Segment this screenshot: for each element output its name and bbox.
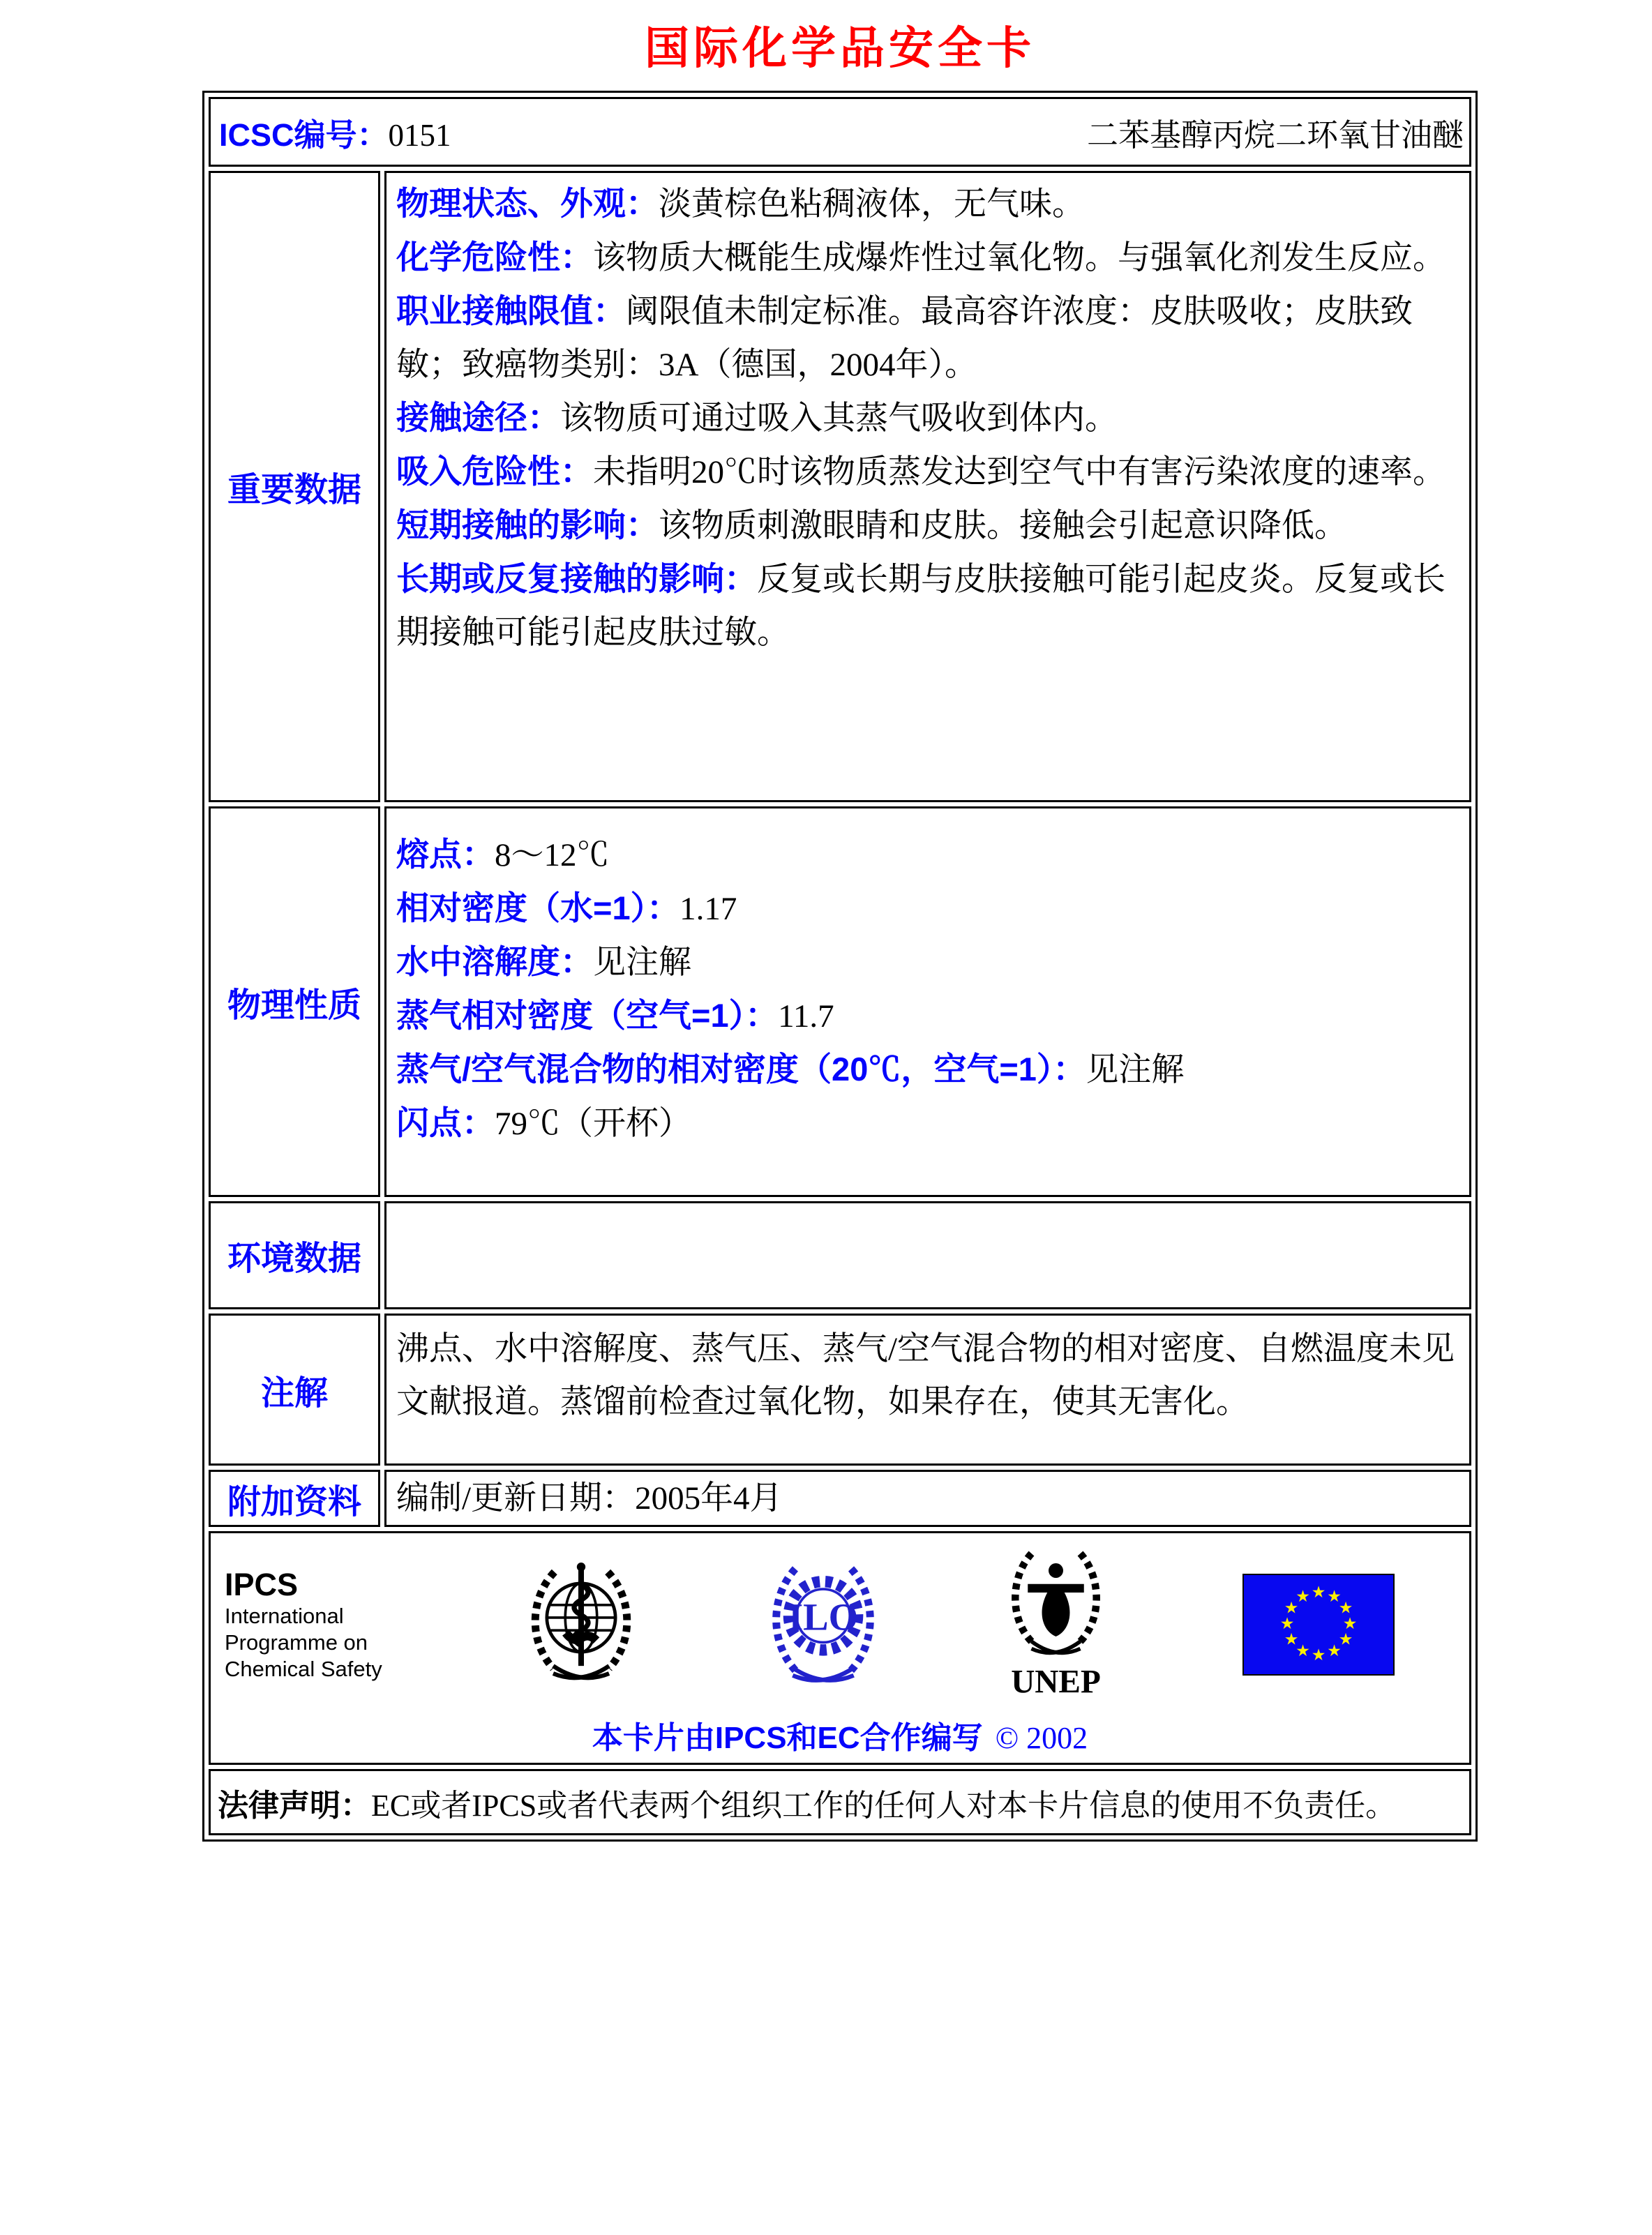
legal-label: 法律声明：	[218, 1788, 371, 1823]
physical-property-item	[396, 1043, 1458, 1097]
icsc-number-value: 0151	[388, 117, 451, 153]
important-data-item	[396, 231, 1458, 285]
item-label: 蒸气/空气混合物的相对密度（20℃，空气=1）：	[396, 1051, 1086, 1088]
physical-property-item	[396, 1097, 1458, 1150]
icsc-number-label: ICSC编号：	[219, 116, 389, 153]
item-label: 长期或反复接触的影响：	[396, 560, 757, 597]
physical-property-item	[396, 935, 1458, 989]
item-text: 淡黄棕色粘稠液体，无气味。	[659, 186, 1085, 223]
item-label: 水中溶解度：	[396, 943, 593, 980]
footer-row	[209, 1531, 1471, 1765]
physical-property-item	[396, 828, 1458, 882]
item-text: 11.7	[778, 998, 834, 1034]
item-label: 接触途径：	[396, 399, 560, 436]
svg-text:★: ★	[1327, 1641, 1342, 1660]
svg-text:★: ★	[1338, 1630, 1353, 1648]
important-data-row	[209, 171, 1471, 802]
item-label: 职业接触限值：	[396, 292, 626, 329]
svg-text:★: ★	[1327, 1587, 1342, 1606]
ilo-icon	[760, 1558, 887, 1691]
item-label: 闪点：	[396, 1104, 495, 1141]
item-label: 化学危险性：	[396, 239, 593, 276]
item-label: 相对密度（水=1）：	[396, 889, 680, 926]
svg-text:★: ★	[1338, 1599, 1353, 1617]
notes-row	[209, 1314, 1471, 1466]
item-label: 蒸气相对密度（空气=1）：	[396, 997, 779, 1034]
notes-content	[384, 1314, 1471, 1466]
important-data-item	[396, 391, 1458, 445]
additional-info-content	[384, 1470, 1471, 1527]
ipcs-title: IPCS	[225, 1566, 299, 1602]
legal-text: EC或者IPCS或者代表两个组织工作的任何人对本卡片信息的使用不负责任。	[371, 1788, 1397, 1823]
svg-text:★: ★	[1311, 1583, 1326, 1602]
legal-cell	[209, 1769, 1471, 1835]
physical-properties-row	[209, 806, 1471, 1197]
important-data-row-label: 重要数据	[209, 171, 380, 802]
item-text: 见注解	[1086, 1052, 1185, 1088]
svg-text:★: ★	[1296, 1587, 1310, 1606]
icsc-card-table	[202, 91, 1478, 1842]
ipcs-line: Chemical Safety	[225, 1656, 382, 1681]
svg-text:★: ★	[1296, 1641, 1310, 1660]
svg-text:★: ★	[1311, 1646, 1326, 1664]
item-text: 该物质可通过吸入其蒸气吸收到体内。	[560, 400, 1118, 437]
unep-icon	[995, 1546, 1117, 1703]
item-text: 未指明20℃时该物质蒸发达到空气中有害污染浓度的速率。	[593, 454, 1446, 490]
environmental-data-row-label: 环境数据	[209, 1201, 380, 1309]
icsc-number-group	[219, 110, 451, 155]
svg-text:★: ★	[1342, 1614, 1358, 1633]
eu-flag-icon	[1242, 1574, 1395, 1676]
item-text: 见注解	[593, 945, 691, 981]
header-row	[209, 97, 1471, 167]
item-text: 该物质大概能生成爆炸性过氧化物。与强氧化剂发生反应。	[593, 240, 1446, 276]
important-data-item	[396, 445, 1458, 499]
page-title: 国际化学品安全卡	[645, 23, 1035, 73]
ilo-text: ILO	[788, 1595, 859, 1638]
header-cell	[209, 97, 1471, 167]
unep-text: UNEP	[1011, 1664, 1101, 1701]
item-text: 79℃（开杯）	[495, 1106, 691, 1142]
update-date-label: 编制/更新日期：	[396, 1480, 636, 1517]
item-text: 8～12℃	[495, 837, 610, 873]
logo-row	[219, 1546, 1461, 1703]
footer-caption	[219, 1713, 1461, 1757]
physical-properties-content	[384, 806, 1471, 1197]
environmental-data-row	[209, 1201, 1471, 1309]
ipcs-text-block	[225, 1567, 434, 1683]
ipcs-line: International	[225, 1603, 344, 1628]
item-text: 反复或长期与皮肤接触可能引起皮炎。反复或长期接触可能引起皮肤过敏。	[396, 562, 1446, 651]
ipcs-line: Programme on	[225, 1630, 368, 1655]
legal-row	[209, 1769, 1471, 1835]
important-data-item	[396, 499, 1458, 552]
update-date-value: 2005年4月	[635, 1480, 783, 1517]
who-icon	[518, 1559, 645, 1690]
item-label: 熔点：	[396, 836, 495, 873]
additional-info-row-label: 附加资料	[209, 1470, 380, 1527]
additional-info-row	[209, 1470, 1471, 1527]
notes-text: 沸点、水中溶解度、蒸气压、蒸气/空气混合物的相对密度、自燃温度未见文献报道。蒸馏前检查过氧化物，如果存在，使其无害化。	[396, 1331, 1455, 1420]
svg-text:★: ★	[1284, 1599, 1299, 1617]
physical-properties-row-label: 物理性质	[209, 806, 380, 1197]
item-label: 物理状态、外观：	[396, 185, 659, 222]
physical-property-item	[396, 882, 1458, 935]
item-text: 阈限值未制定标准。最高容许浓度：皮肤吸收；皮肤致敏；致癌物类别：3A（德国，2004年）。	[396, 294, 1413, 383]
svg-text:★: ★	[1279, 1614, 1295, 1633]
important-data-item	[396, 552, 1458, 659]
item-text: 1.17	[679, 891, 737, 927]
physical-property-item	[396, 989, 1458, 1043]
chemical-name: 二苯基醇丙烷二环氧甘油醚	[1086, 117, 1464, 153]
footer-cell	[209, 1531, 1471, 1765]
notes-row-label: 注解	[209, 1314, 380, 1466]
item-label: 短期接触的影响：	[396, 506, 659, 543]
important-data-item	[396, 285, 1458, 391]
important-data-item	[396, 177, 1458, 231]
item-label: 吸入危险性：	[396, 453, 593, 490]
footer-copyright: © 2002	[995, 1721, 1088, 1755]
environmental-data-content	[384, 1201, 1471, 1309]
item-text: 该物质刺激眼睛和皮肤。接触会引起意识降低。	[659, 508, 1347, 544]
footer-caption-text: 本卡片由IPCS和EC合作编写	[592, 1721, 983, 1755]
important-data-content	[384, 171, 1471, 802]
svg-text:★: ★	[1284, 1630, 1299, 1648]
